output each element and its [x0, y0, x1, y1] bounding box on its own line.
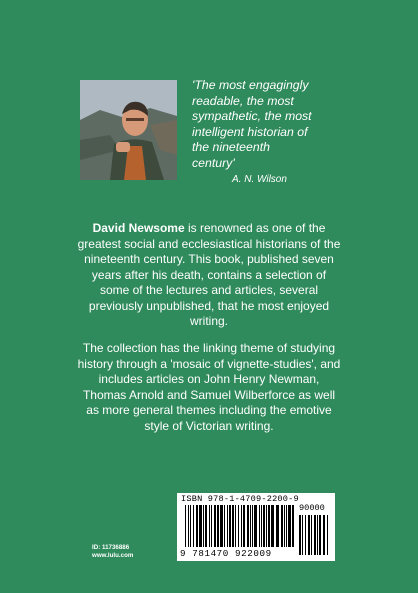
quote-line: intelligent historian of	[192, 124, 308, 139]
price-code: 90000	[299, 503, 325, 513]
review-quote	[192, 78, 362, 171]
quote-line: the nineteenth	[192, 140, 270, 154]
isbn-label: ISBN 978-1-4709-2200-9	[181, 494, 299, 504]
quote-line: 'The most engagingly	[192, 78, 309, 92]
publisher-url: www.lulu.com	[92, 552, 134, 559]
barcode-digits: 9 781470 922009	[180, 548, 272, 559]
blurb-paragraph-2: The collection has the linking theme of studying history through a 'mosaic of vignette-studies', and includes articles on John Henry Newman, Thomas Arnold and Samuel Wilberforce as well as more general themes including the emotive style of Victorian writing.	[77, 341, 341, 433]
product-id: ID: 11736886	[92, 544, 130, 551]
quote-line: sympathetic, the most	[192, 109, 312, 123]
author-name: David Newsome	[92, 221, 185, 235]
imprint-block	[92, 544, 133, 560]
isbn-barcode	[177, 493, 335, 561]
author-photo	[80, 80, 177, 180]
blurb-paragraph-1	[76, 221, 342, 330]
quote-attribution: A. N. Wilson	[232, 174, 287, 185]
quote-line: readable, the most	[192, 93, 294, 108]
blurb-text-1: is renowned as one of the greatest social and ecclesiastical historians of the nineteenth century. This book, published seven years after his death, contains a selection of some of the lectures and articles, several previously unpublished, that he most enjoyed writing.	[77, 221, 341, 328]
quote-line: century'	[192, 155, 235, 170]
